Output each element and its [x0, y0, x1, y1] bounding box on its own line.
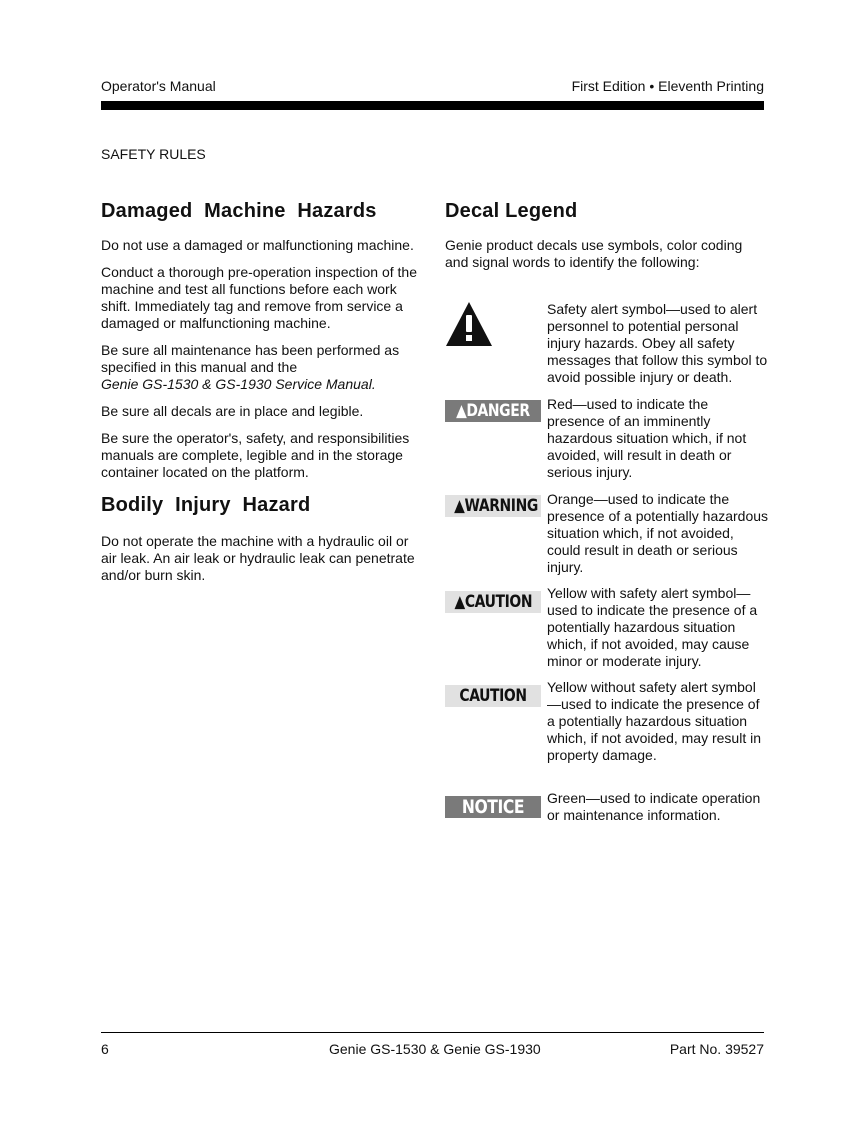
- alert-triangle-icon: ▲: [456, 401, 467, 421]
- page-number: 6: [101, 1041, 109, 1057]
- legend-desc: Green—used to indicate operation or maintenance information.: [547, 790, 761, 823]
- decal-legend-intro: Genie product decals use symbols, color coding and signal words to identify the following:: [445, 237, 743, 270]
- danger-decal: [445, 400, 541, 422]
- right-column: [445, 200, 767, 271]
- notice-label: NOTICE: [461, 796, 525, 818]
- header-edition: First Edition • Eleventh Printing: [571, 78, 764, 94]
- safety-alert-icon: [445, 301, 493, 347]
- bodily-paragraph-1: Do not operate the machine with a hydraulic oil or air leak. An air leak or hydraulic leak can penetrate and/or burn skin.: [101, 533, 415, 583]
- legend-desc: Safety alert symbol—used to alert personnel to potential personal injury hazards. Obey all safety messages that follow this symbol to avoid possible injury or death.: [547, 301, 768, 385]
- legend-desc: Orange—used to indicate the presence of a potentially hazardous situation which, if not avoided, could result in death or serious injury.: [547, 491, 769, 575]
- warning-label: WARNING: [464, 496, 538, 516]
- bodily-injury-heading: Bodily Injury Hazard: [101, 494, 311, 516]
- caution-plain-decal: [445, 685, 541, 707]
- damaged-paragraph-2: Conduct a thorough pre-operation inspection of the machine and test all functions before each work shift. Immediately tag and remove from service a damaged or malfunctioning machine.: [101, 264, 417, 331]
- damaged-paragraph-4: Be sure all decals are in place and legible.: [101, 403, 364, 419]
- caution-plain-label: CAUTION: [459, 686, 527, 706]
- footer-model: Genie GS-1530 & Genie GS-1930: [329, 1041, 541, 1057]
- notice-decal: [445, 796, 541, 818]
- header-manual-title: Operator's Manual: [101, 78, 216, 94]
- part-number: Part No. 39527: [669, 1041, 764, 1057]
- damaged-paragraph-3: [101, 342, 419, 393]
- damaged-machine-heading: Damaged Machine Hazards: [101, 200, 377, 222]
- footer-rule: [101, 1032, 764, 1033]
- legend-desc: Yellow without safety alert symbol—used to indicate the presence of a potentially hazardous situation which, if not avoided, may result in property damage.: [547, 679, 761, 763]
- left-column: [101, 200, 419, 584]
- caution-label: CAUTION: [464, 592, 532, 612]
- decal-legend-heading: Decal Legend: [445, 200, 578, 222]
- section-label: SAFETY RULES: [101, 146, 206, 162]
- danger-label: DANGER: [466, 401, 530, 421]
- header-rule: [101, 101, 764, 110]
- damaged-paragraph-3-text: Be sure all maintenance has been performed as specified in this manual and the: [101, 342, 400, 375]
- damaged-paragraph-1: Do not use a damaged or malfunctioning machine.: [101, 237, 414, 253]
- warning-decal: [445, 495, 541, 517]
- service-manual-reference: Genie GS-1530 & GS-1930 Service Manual.: [101, 376, 376, 392]
- warning-decal-text: [454, 495, 538, 517]
- alert-triangle-icon: ▲: [454, 496, 465, 516]
- caution-symbol-decal-text: [454, 591, 532, 613]
- alert-triangle-icon: ▲: [454, 592, 465, 612]
- damaged-paragraph-5: Be sure the operator's, safety, and responsibilities manuals are complete, legible and in the storage container located on the platform.: [101, 430, 410, 480]
- legend-desc: Yellow with safety alert symbol—used to indicate the presence of a potentially hazardous situation which, if not avoided, may cause minor or moderate injury.: [547, 585, 758, 669]
- danger-decal-text: [456, 400, 530, 422]
- legend-desc: Red—used to indicate the presence of an imminently hazardous situation which, if not avoided, will result in death or serious injury.: [547, 396, 747, 480]
- caution-symbol-decal: [445, 591, 541, 613]
